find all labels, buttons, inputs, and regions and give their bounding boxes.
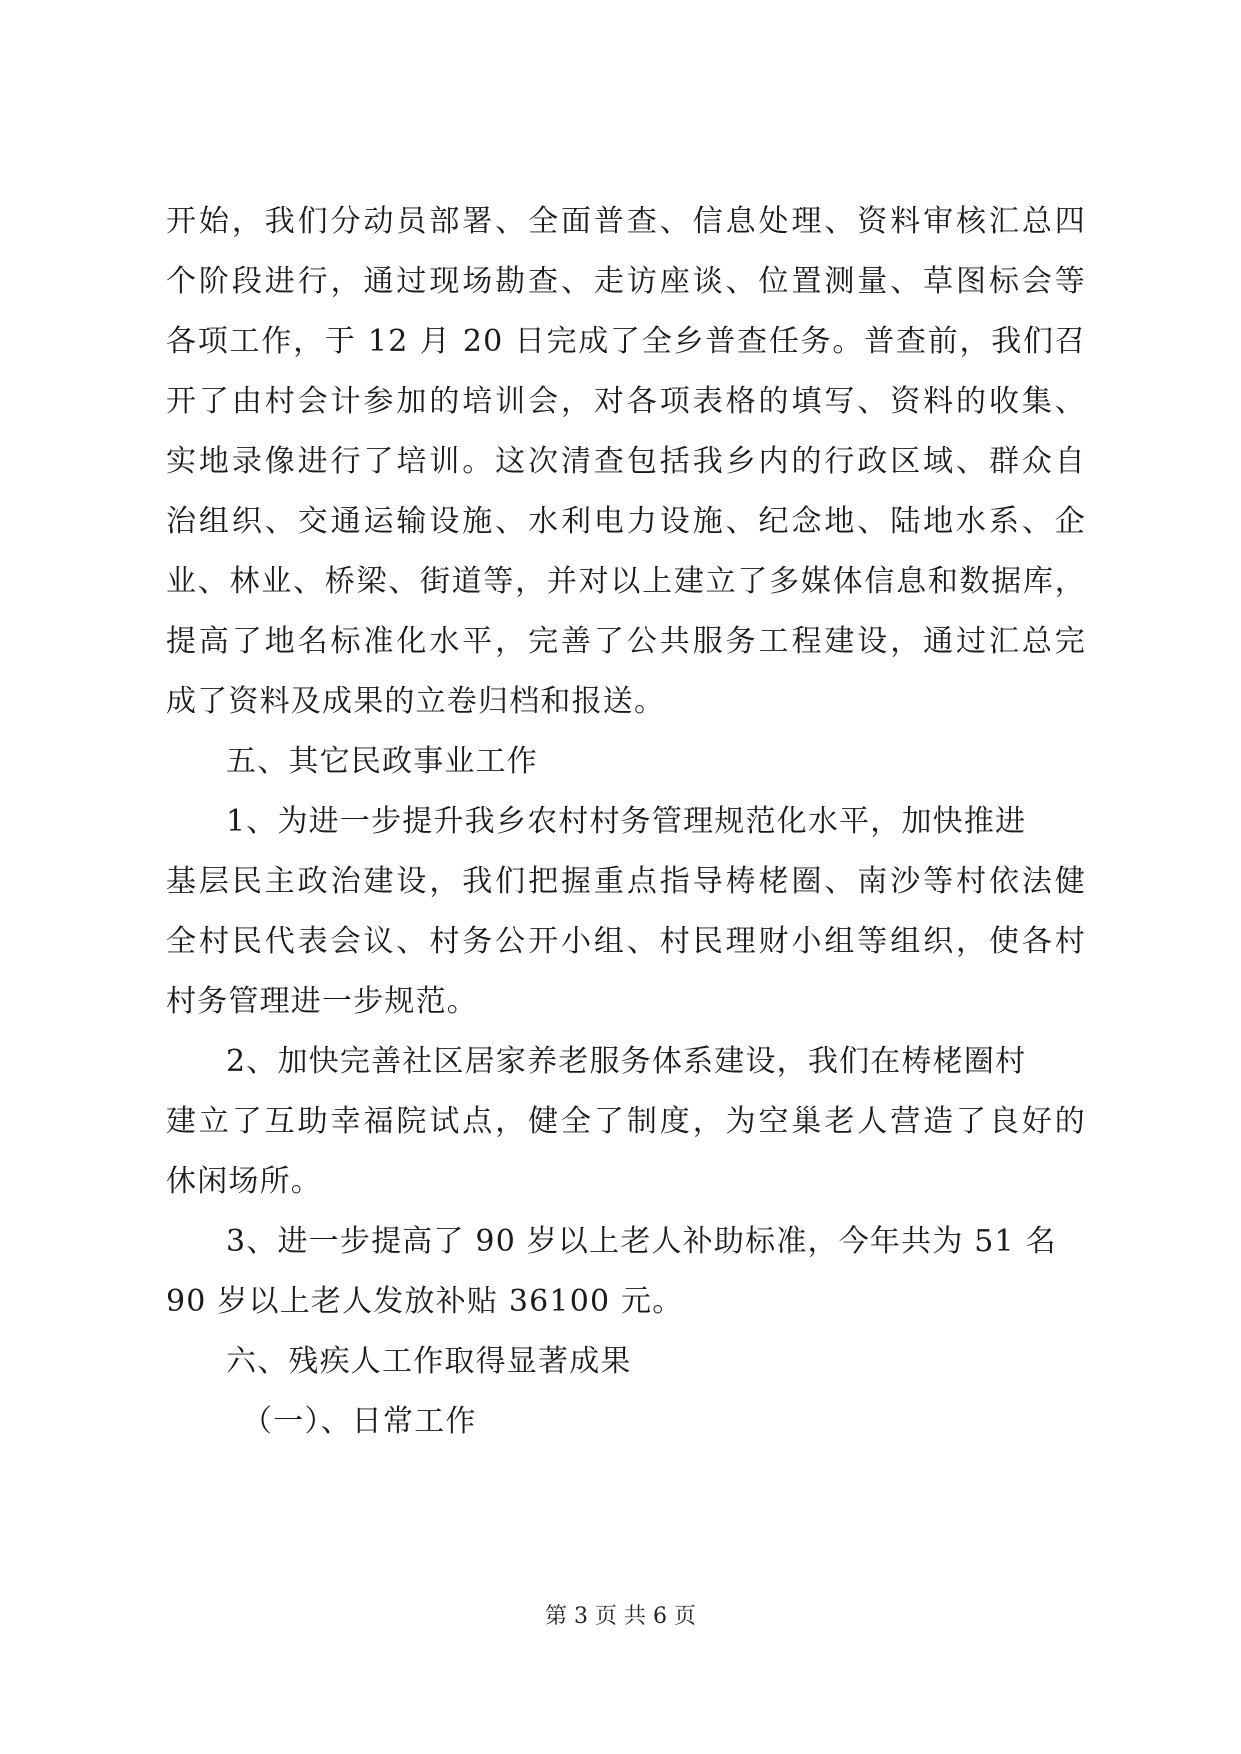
body-text-line: 开始，我们分动员部署、全面普查、信息处理、资料审核汇总四 — [166, 204, 1086, 239]
list-item-2-line: 2、加快完善社区居家养老服务体系建设，我们在梼栳圈村 — [226, 1044, 1027, 1079]
body-text-line: 休闲场所。 — [166, 1164, 322, 1199]
body-text-line: 个阶段进行，通过现场勘查、走访座谈、位置测量、草图标会等 — [166, 264, 1086, 299]
body-text-line: 成了资料及成果的立卷归档和报送。 — [166, 684, 666, 719]
body-text-line: 开了由村会计参加的培训会，对各项表格的填写、资料的收集、 — [166, 384, 1086, 419]
list-item-3-line: 3、进一步提高了 90 岁以上老人补助标准，今年共为 51 名 — [226, 1224, 1057, 1259]
section-heading-6: 六、残疾人工作取得显著成果 — [226, 1344, 632, 1379]
subsection-heading: （一）、日常工作 — [242, 1404, 477, 1439]
body-text-line: 治组织、交通运输设施、水利电力设施、纪念地、陆地水系、企 — [166, 504, 1086, 539]
body-text-line: 村务管理进一步规范。 — [166, 984, 478, 1019]
body-text-line: 业、林业、桥梁、街道等，并对以上建立了多媒体信息和数据库， — [166, 564, 1086, 599]
body-text-line: 各项工作，于 12 月 20 日完成了全乡普查任务。普查前，我们召 — [166, 324, 1086, 359]
body-text-line: 建立了互助幸福院试点，健全了制度，为空巢老人营造了良好的 — [166, 1104, 1086, 1139]
list-item-1-line: 1、为进一步提升我乡农村村务管理规范化水平，加快推进 — [226, 804, 1027, 839]
body-text-line: 基层民主政治建设，我们把握重点指导梼栳圈、南沙等村依法健 — [166, 864, 1086, 899]
page-number-footer: 第 3 页 共 6 页 — [545, 1604, 696, 1629]
body-text-line: 实地录像进行了培训。这次清查包括我乡内的行政区域、群众自 — [166, 444, 1086, 479]
body-text-line: 全村民代表会议、村务公开小组、村民理财小组等组织，使各村 — [166, 924, 1086, 959]
section-heading-5: 五、其它民政事业工作 — [226, 744, 538, 779]
body-text-line: 90 岁以上老人发放补贴 36100 元。 — [166, 1284, 684, 1319]
body-text-line: 提高了地名标准化水平，完善了公共服务工程建设，通过汇总完 — [166, 624, 1086, 659]
